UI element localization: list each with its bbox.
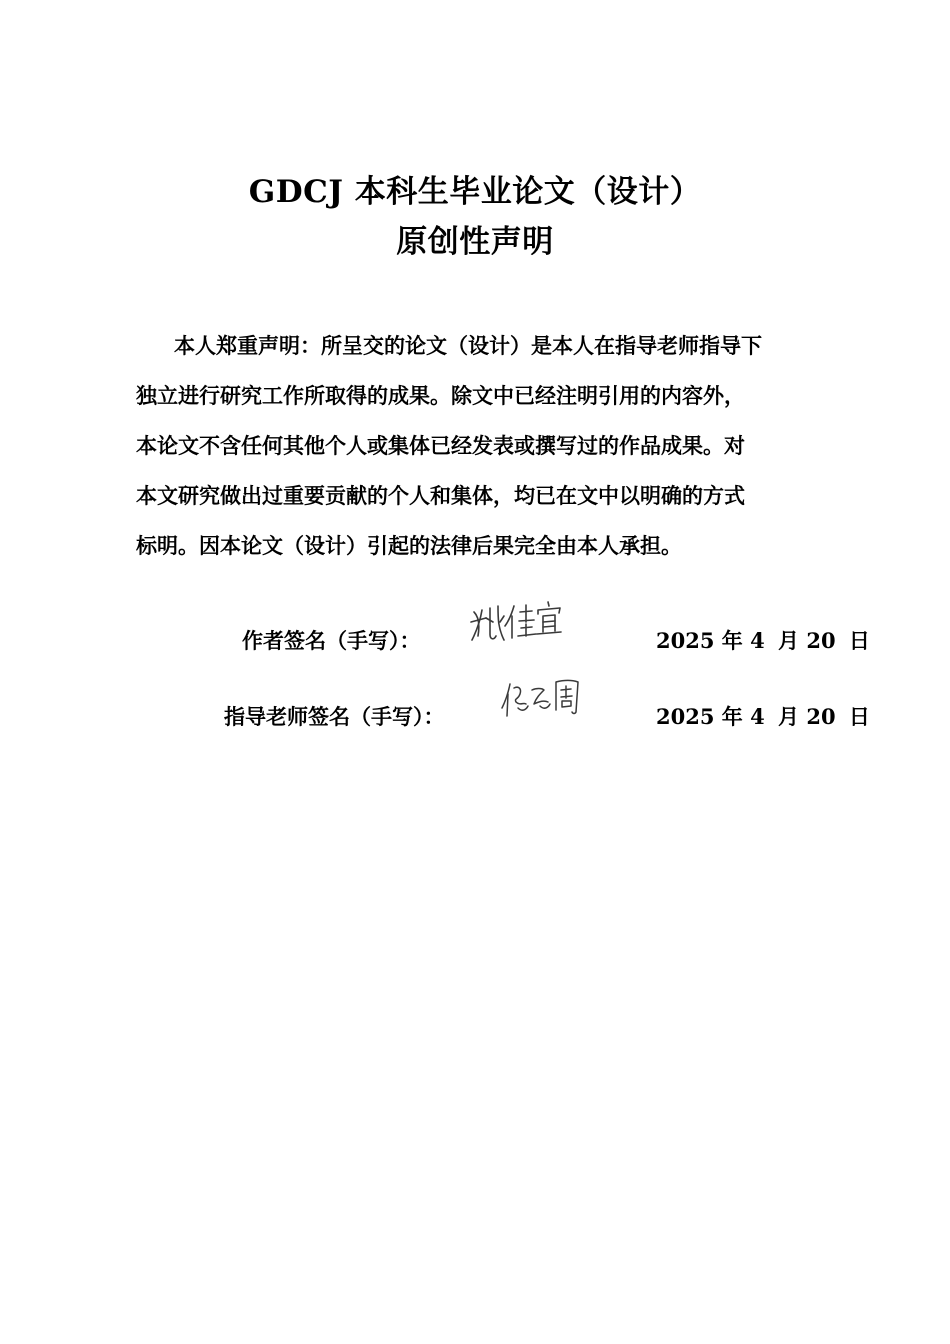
advisor-signature-label: 指导老师签名（手写）： [224,704,445,729]
author-handwritten-signature [468,596,564,648]
author-signature-label: 作者签名（手写）： [242,628,421,653]
statement-line: 本人郑重声明：所呈交的论文（设计）是本人在指导老师指导下 [174,333,762,358]
date-day-unit: 日 [848,704,870,729]
date-month-unit: 月 [778,628,800,653]
date-day-unit: 日 [848,628,870,653]
author-signature-row [0,596,950,656]
statement-paragraph [136,321,850,571]
statement-line: 本文研究做出过重要贡献的个人和集体，均已在文中以明确的方式 [136,483,745,508]
date-month: 4 [750,704,765,729]
date-year-unit: 年 [721,704,743,729]
document-title: GDCJ 本科生毕业论文（设计） [248,174,702,210]
document-subtitle: 原创性声明 [396,224,554,260]
date-year-unit: 年 [721,628,743,653]
date-day: 20 [806,704,836,729]
statement-line: 标明。因本论文（设计）引起的法律后果完全由本人承担。 [136,533,682,558]
date-month: 4 [750,628,765,653]
advisor-signature-date [656,702,870,732]
author-signature-date [656,626,870,656]
date-day: 20 [806,628,836,653]
advisor-signature-row [0,672,950,732]
statement-line: 本论文不含任何其他个人或集体已经发表或撰写过的作品成果。对 [136,433,745,458]
date-month-unit: 月 [778,704,800,729]
advisor-handwritten-signature [500,676,592,720]
statement-line: 独立进行研究工作所取得的成果。除文中已经注明引用的内容外， [136,383,745,408]
date-year: 2025 [656,628,715,653]
date-year: 2025 [656,704,715,729]
